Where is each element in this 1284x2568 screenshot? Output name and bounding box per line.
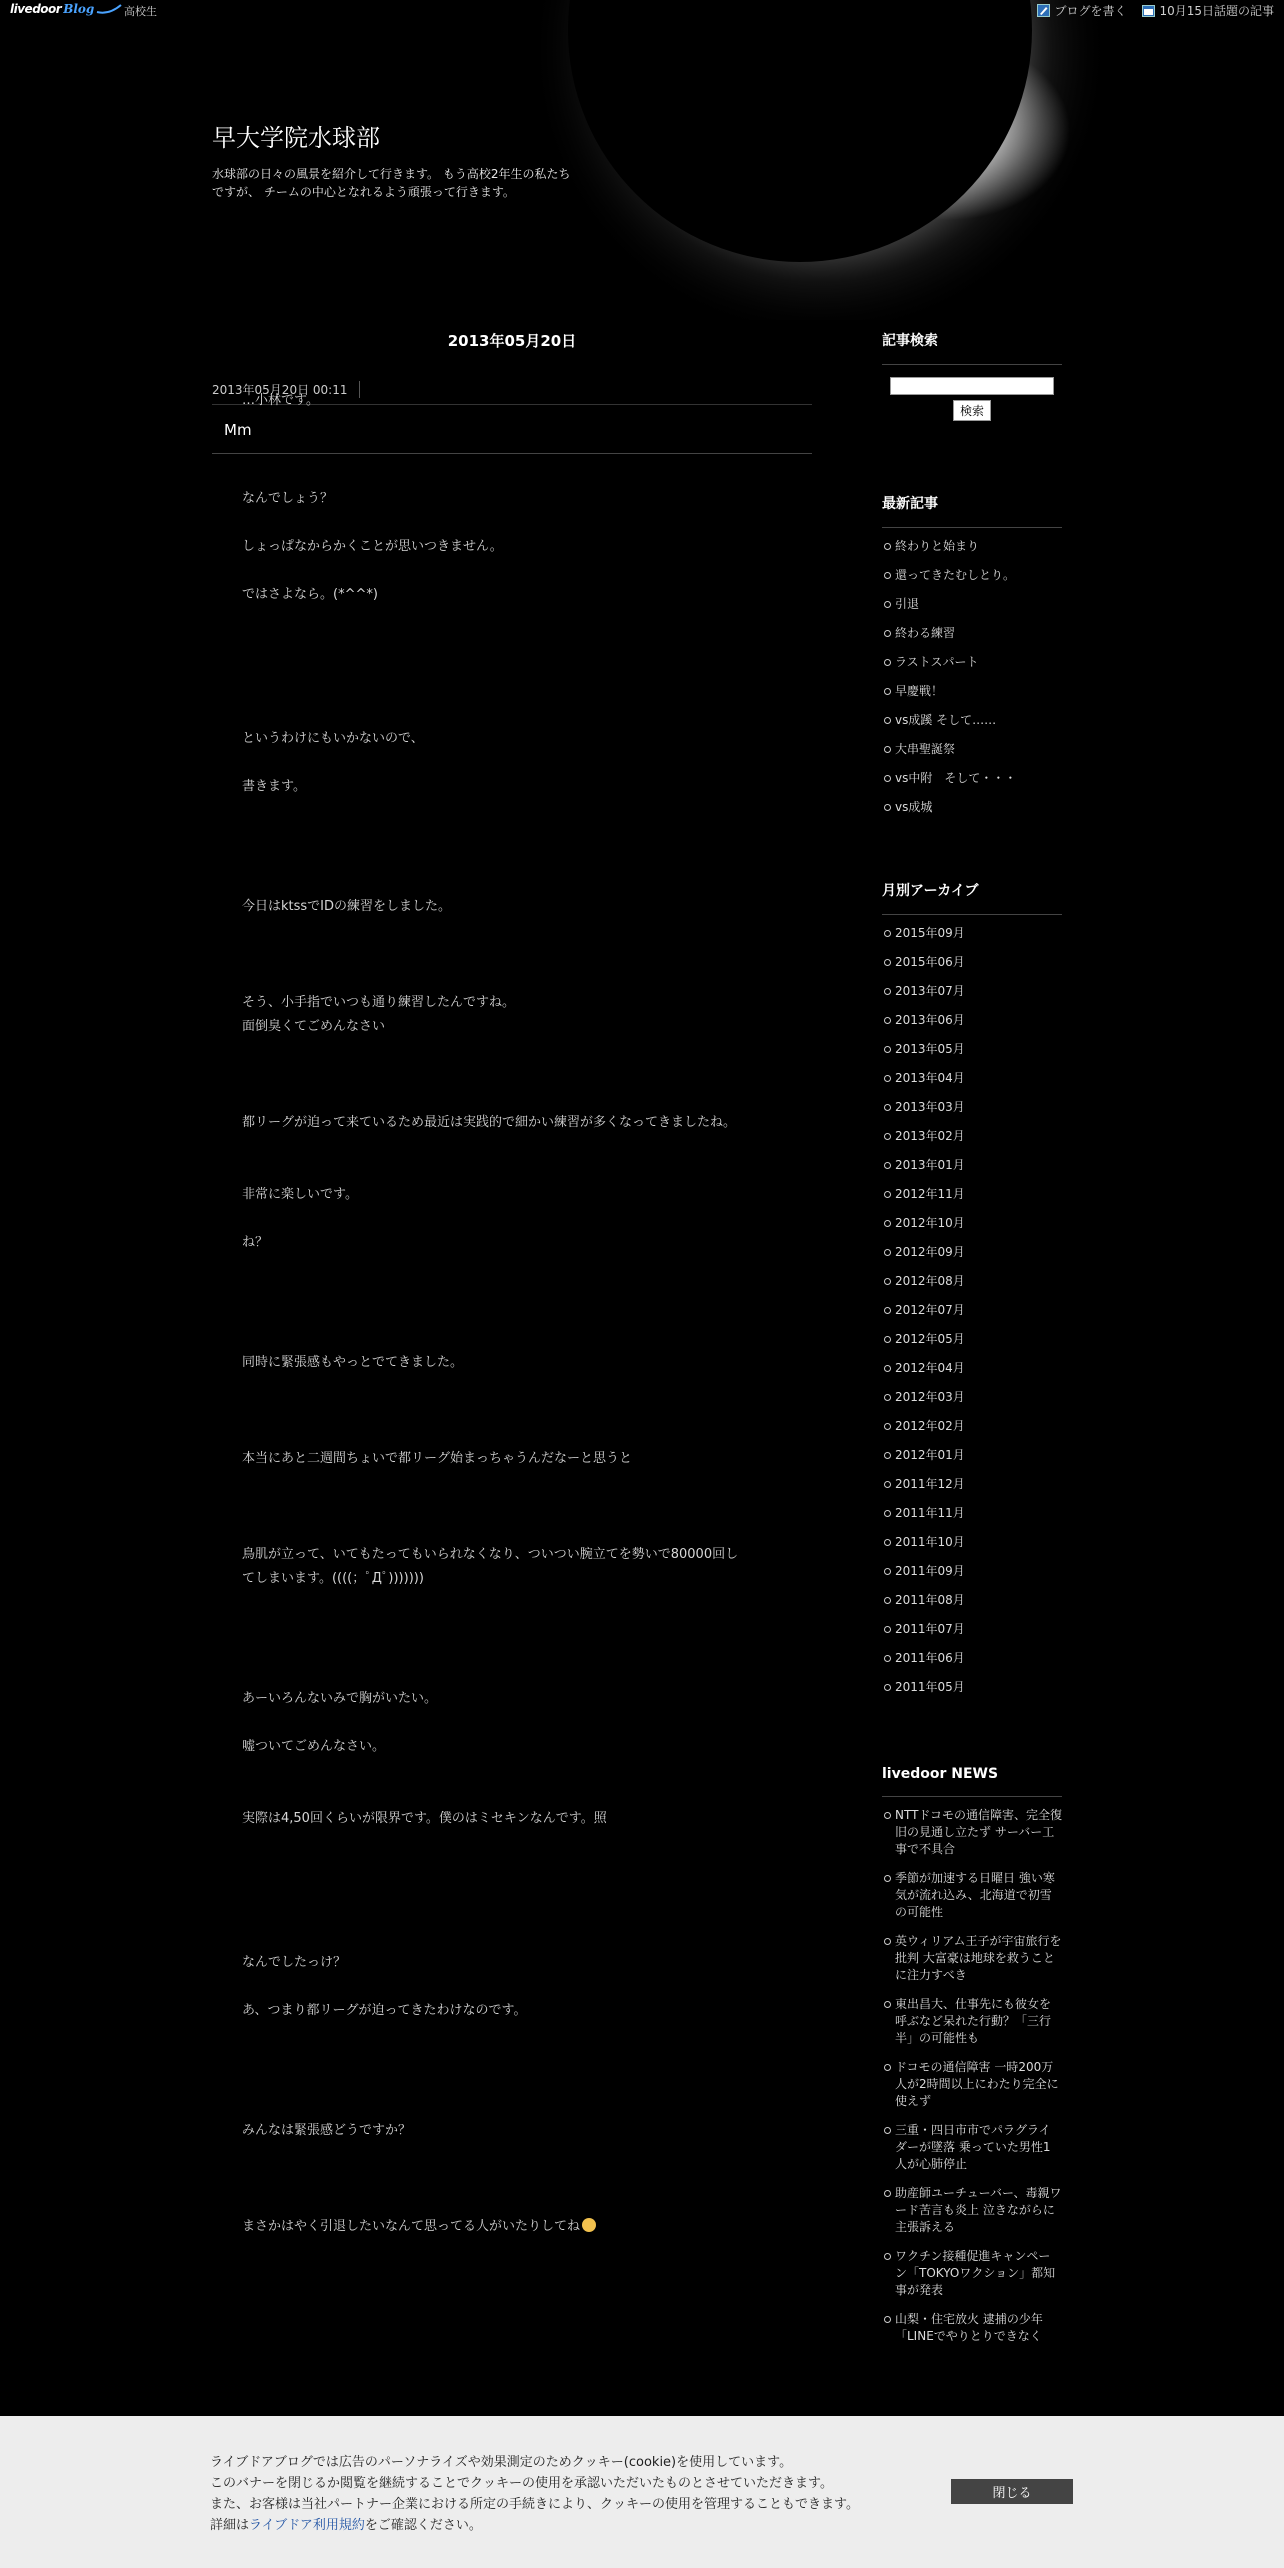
livedoor-news-list xyxy=(882,1797,1062,2345)
post-paragraph: 書きます。 xyxy=(242,779,306,794)
cookie-details-line xyxy=(210,2515,859,2536)
cookie-line: このバナーを閉じるか閲覧を継続することでクッキーの使用を承認いただいたものとさせていただきます。 xyxy=(210,2476,833,2491)
recent-articles-list xyxy=(882,528,1062,816)
archive-month-link[interactable]: 2011年08月 xyxy=(895,1593,965,1607)
recent-articles-heading: 最新記事 xyxy=(882,493,1062,528)
news-article-item xyxy=(882,1870,1062,1921)
post-paragraph: というわけにもいかないので、 xyxy=(242,731,424,746)
write-blog-link[interactable] xyxy=(1037,2,1126,19)
news-article-link[interactable]: 英ウィリアム王子が宇宙旅行を批判 大富豪は地球を救うことに注力すべき xyxy=(895,1934,1062,1982)
archive-month-link[interactable]: 2012年01月 xyxy=(895,1448,965,1462)
recent-articles-section xyxy=(882,493,1062,816)
recent-article-item xyxy=(882,799,1062,816)
news-article-link[interactable]: ワクチン接種促進キャンペーン「TOKYOワクション」都知事が発表 xyxy=(895,2249,1056,2297)
recent-article-item xyxy=(882,596,1062,613)
trending-articles-link[interactable] xyxy=(1142,2,1274,19)
monthly-archive-section xyxy=(882,880,1062,1696)
smiley-emoji-icon xyxy=(582,2218,596,2232)
search-heading: 記事検索 xyxy=(882,330,1062,365)
cookie-details-prefix: 詳細は xyxy=(210,2518,250,2533)
post-paragraph: ではさよなら。(*^^*) xyxy=(242,587,378,602)
recent-article-item xyxy=(882,567,1062,584)
news-article-item xyxy=(882,2248,1062,2299)
archive-month-item xyxy=(882,1447,1062,1464)
recent-article-link[interactable]: vs成城 xyxy=(895,800,933,814)
archive-month-item xyxy=(882,1592,1062,1609)
archive-month-item xyxy=(882,1273,1062,1290)
archive-month-link[interactable]: 2011年11月 xyxy=(895,1506,965,1520)
post-paragraph: 面倒臭くてごめんなさい xyxy=(242,1019,386,1034)
livedoor-blog-logo[interactable] xyxy=(10,0,122,18)
post-paragraph: まさかはやく引退したいなんて思ってる人がいたりしてね xyxy=(242,2216,596,2238)
post-paragraph: 非常に楽しいです。 xyxy=(242,1187,358,1202)
news-article-link[interactable]: 助産師ユーチューバー、毒親ワード苦言も炎上 泣きながらに主張訴える xyxy=(895,2186,1062,2234)
search-section xyxy=(882,330,1062,421)
archive-month-item xyxy=(882,1679,1062,1696)
archive-month-item xyxy=(882,1389,1062,1406)
archive-month-item xyxy=(882,1012,1062,1029)
archive-month-item xyxy=(882,1360,1062,1377)
archive-month-link[interactable]: 2013年03月 xyxy=(895,1100,965,1114)
news-article-link[interactable]: 山梨・住宅放火 逮捕の少年「LINEでやりとりできなく xyxy=(895,2312,1043,2343)
archive-month-link[interactable]: 2012年10月 xyxy=(895,1216,965,1230)
post-timestamp-link[interactable]: 2013年05月20日 00:11 xyxy=(212,381,360,398)
post-paragraph: 今日はktssでIDの練習をしました。 xyxy=(242,899,452,914)
news-article-item xyxy=(882,1807,1062,1858)
recent-article-item xyxy=(882,654,1062,671)
archive-month-item xyxy=(882,1331,1062,1348)
recent-article-item xyxy=(882,683,1062,700)
trending-articles-label: 10月15日話題の記事 xyxy=(1159,4,1274,18)
post-paragraph: 鳥肌が立って、いてもたってもいられなくなり、ついつい腕立てを勢いで80000回し xyxy=(242,1547,739,1562)
news-article-item xyxy=(882,2122,1062,2173)
post-paragraph: なんでしたっけ？ xyxy=(242,1955,347,1970)
recent-article-item xyxy=(882,741,1062,758)
recent-article-link[interactable]: 引退 xyxy=(895,597,920,611)
post-paragraph: そう、小手指でいつも通り練習したんですね。 xyxy=(242,995,516,1010)
archive-month-item xyxy=(882,1157,1062,1174)
news-article-item xyxy=(882,2185,1062,2236)
archive-month-link[interactable]: 2013年01月 xyxy=(895,1158,965,1172)
monthly-archive-heading: 月別アーカイブ xyxy=(882,880,1062,915)
cookie-close-button[interactable]: 閉じる xyxy=(951,2479,1073,2504)
archive-month-link[interactable]: 2012年11月 xyxy=(895,1187,965,1201)
recent-article-link[interactable]: 終わりと始まり xyxy=(895,539,980,553)
post-paragraph: あ、つまり都リーグが迫ってきたわけなのです。 xyxy=(242,2003,527,2018)
post-paragraph: てしまいます。((((；ﾟДﾟ))))))) xyxy=(242,1571,424,1586)
recent-article-link[interactable]: 終わる練習 xyxy=(895,626,956,640)
recent-article-item xyxy=(882,625,1062,642)
news-article-link[interactable]: 季節が加速する日曜日 強い寒気が流れ込み、北海道で初雪の可能性 xyxy=(895,1871,1055,1919)
archive-month-item xyxy=(882,1505,1062,1522)
archive-month-link[interactable]: 2013年07月 xyxy=(895,984,965,998)
pencil-icon xyxy=(1037,4,1050,17)
recent-article-link[interactable]: vs中附 そして・・・ xyxy=(895,771,1017,785)
archive-month-item xyxy=(882,1476,1062,1493)
archive-month-link[interactable]: 2013年04月 xyxy=(895,1071,965,1085)
archive-month-item xyxy=(882,1186,1062,1203)
archive-month-link[interactable]: 2015年09月 xyxy=(895,926,965,940)
archive-month-item xyxy=(882,1128,1062,1145)
archive-month-link[interactable]: 2012年04月 xyxy=(895,1361,965,1375)
recent-article-item xyxy=(882,712,1062,729)
archive-month-item xyxy=(882,1099,1062,1116)
calendar-icon xyxy=(1142,4,1155,17)
archive-month-item xyxy=(882,954,1062,971)
cookie-line: また、お客様は当社パートナー企業における所定の手続きにより、クッキーの使用を管理することもできます。 xyxy=(210,2497,859,2512)
date-heading: 2013年05月20日 xyxy=(447,332,577,350)
archive-month-item xyxy=(882,1215,1062,1232)
archive-month-link[interactable]: 2012年08月 xyxy=(895,1274,965,1288)
eclipse-header-image xyxy=(520,0,1120,320)
search-input[interactable] xyxy=(890,377,1054,395)
news-article-link[interactable]: 東出昌大、仕事先にも彼女を呼ぶなど呆れた行動？「三行半」の可能性も xyxy=(895,1997,1052,2045)
write-blog-label: ブログを書く xyxy=(1054,4,1127,18)
archive-month-link[interactable]: 2011年06月 xyxy=(895,1651,965,1665)
recent-article-link[interactable]: ラストスパート xyxy=(895,655,979,669)
news-article-link[interactable]: NTTドコモの通信障害、完全復旧の見通し立たず サーバー工事で不具合 xyxy=(895,1808,1062,1856)
archive-month-link[interactable]: 2012年05月 xyxy=(895,1332,965,1346)
post-paragraph: みんなは緊張感どうですか？ xyxy=(242,2123,412,2138)
archive-month-item xyxy=(882,1418,1062,1435)
news-article-item xyxy=(882,1933,1062,1984)
post-paragraph: …小林です。 xyxy=(242,393,319,408)
archive-month-item xyxy=(882,983,1062,1000)
logo-blog-text: Blog xyxy=(63,2,95,16)
post-title: Mm xyxy=(212,405,812,454)
archive-month-item xyxy=(882,1070,1062,1087)
recent-article-item xyxy=(882,770,1062,787)
news-article-item xyxy=(882,1996,1062,2047)
post-paragraph: 嘘ついてごめんなさい。 xyxy=(242,1739,386,1754)
archive-month-link[interactable]: 2013年05月 xyxy=(895,1042,965,1056)
post-paragraph: 実際は4,50回くらいが限界です。僕のはミセキンなんです。照 xyxy=(242,1811,607,1826)
archive-month-link[interactable]: 2015年06月 xyxy=(895,955,965,969)
blog-header xyxy=(212,118,572,201)
archive-month-link[interactable]: 2012年09月 xyxy=(895,1245,965,1259)
news-article-link[interactable]: ドコモの通信障害 一時200万人が2時間以上にわたり完全に使えず xyxy=(895,2060,1059,2108)
recent-article-link[interactable]: 還ってきたむしとり。 xyxy=(895,568,1016,582)
archive-month-item xyxy=(882,925,1062,942)
news-article-link[interactable]: 三重・四日市市でパラグライダーが墜落 乗っていた男性1人が心肺停止 xyxy=(895,2123,1051,2171)
search-button[interactable]: 検索 xyxy=(953,400,991,421)
main-content xyxy=(212,330,812,2234)
cookie-line: ライブドアブログでは広告のパーソナライズや効果測定のためクッキー(cookie)を使用しています。 xyxy=(210,2455,793,2470)
archive-month-item xyxy=(882,1534,1062,1551)
category-tag[interactable]: 高校生 xyxy=(124,5,157,18)
archive-month-link[interactable]: 2013年02月 xyxy=(895,1129,965,1143)
post-paragraph: 同時に緊張感もやっとでてきました。 xyxy=(242,1355,464,1370)
blog-title[interactable]: 早大学院水球部 xyxy=(212,124,380,152)
archive-month-link[interactable]: 2011年05月 xyxy=(895,1680,965,1694)
archive-month-link[interactable]: 2012年02月 xyxy=(895,1419,965,1433)
blog-description: 水球部の日々の風景を紹介して行きます。 もう高校2年生の私たちですが、 チームの中心となれるよう頑張って行きます。 xyxy=(212,167,571,199)
logo-text: livedoor xyxy=(10,2,62,16)
archive-month-item xyxy=(882,1650,1062,1667)
archive-month-link[interactable]: 2013年06月 xyxy=(895,1013,965,1027)
archive-month-item xyxy=(882,1244,1062,1261)
cookie-text xyxy=(210,2452,859,2536)
post-paragraph: あーいろんないみで胸がいたい。 xyxy=(242,1691,438,1706)
archive-month-item xyxy=(882,1041,1062,1058)
post-paragraph: 本当にあと二週間ちょいで都リーグ始まっちゃうんだなーと思うと xyxy=(242,1451,633,1466)
archive-month-link[interactable]: 2011年07月 xyxy=(895,1622,965,1636)
recent-article-link[interactable]: 大串聖誕祭 xyxy=(895,742,956,756)
recent-article-link[interactable]: vs成蹊 そして…… xyxy=(895,713,997,727)
sidebar xyxy=(882,330,1062,2357)
archive-month-link[interactable]: 2011年09月 xyxy=(895,1564,965,1578)
archive-month-link[interactable]: 2012年03月 xyxy=(895,1390,965,1404)
livedoor-news-section xyxy=(882,1766,1062,2345)
livedoor-news-heading-link[interactable]: livedoor NEWS xyxy=(882,1766,999,1782)
archive-month-item xyxy=(882,1621,1062,1638)
archive-month-link[interactable]: 2012年07月 xyxy=(895,1303,965,1317)
recent-article-item xyxy=(882,538,1062,555)
post-paragraph: なんでしょう？ xyxy=(242,491,334,506)
post-paragraph: 都リーグが迫って来ているため最近は実践的で細かい練習が多くなってきましたね。 xyxy=(242,1115,737,1130)
terms-of-use-link[interactable]: ライブドア利用規約 xyxy=(249,2518,365,2533)
post-paragraph: しょっぱなからかくことが思いつきません。 xyxy=(242,539,503,554)
archive-month-item xyxy=(882,1302,1062,1319)
archive-month-item xyxy=(882,1563,1062,1580)
archive-month-link[interactable]: 2011年10月 xyxy=(895,1535,965,1549)
top-bar xyxy=(0,0,1284,20)
archive-month-link[interactable]: 2011年12月 xyxy=(895,1477,965,1491)
cookie-banner xyxy=(0,2416,1284,2568)
recent-article-link[interactable]: 早慶戦！ xyxy=(895,684,944,698)
news-article-item xyxy=(882,2059,1062,2110)
logo-swoosh-icon xyxy=(96,4,122,14)
monthly-archive-list xyxy=(882,915,1062,1696)
news-article-item xyxy=(882,2311,1062,2345)
cookie-details-suffix: をご確認ください。 xyxy=(364,2518,482,2533)
post-paragraph: ね？ xyxy=(242,1235,269,1250)
